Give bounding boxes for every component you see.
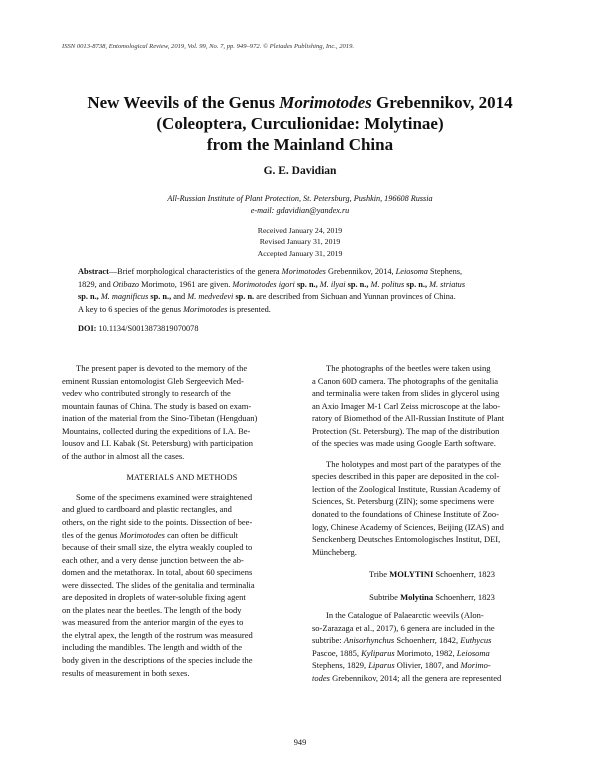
taxon-name: M. medvedevi [187,292,234,302]
date-accepted: Accepted January 31, 2019 [257,248,343,258]
tribe-heading [312,568,552,581]
text-line: The holotypes and most part of the paratypes of the [326,458,501,469]
abstract-line [78,266,530,279]
text: Subtribe [369,591,401,602]
email[interactable]: e-mail: gdavidian@yandex.ru [250,206,350,215]
text: can often be difficult [164,529,238,540]
text-line: Senckenberg Deutsches Entomologisches Institut, DEI, [312,534,501,545]
text: Pascoe, 1885, [312,647,362,658]
text-line: a Canon 60D camera. The photographs of the genitalia [312,375,499,386]
title-line-3: from the Mainland China [206,135,394,154]
text-line: of the species was made using Google Earth software. [312,438,496,449]
methods-paragraph [62,541,302,679]
text-line: the elytral apex, the length of the rostrum was measured [62,629,253,640]
text: Olivier, 1807, and [394,660,461,671]
text-line: eminent Russian entomologist Gleb Sergeevich Med- [62,375,244,386]
taxon-name: Leiosoma [456,647,490,658]
text-line: because of their small size, the elytra weakly coupled to [62,542,253,553]
text: subtribe: [312,635,344,646]
taxon-name: Morimotodes [281,267,326,276]
text-line: lection of the Zoological Institute, Russian Academy of [312,483,501,494]
journal-citation-line: ISSN 0013-8738, Entomological Review, 2019, Vol. 99, No. 7, pp. 949–972. © Pleiades Publishing, Inc., 2019. [62,43,355,50]
taxon-name: Morimotodes [119,529,165,540]
abstract-text: Grebennikov, 2014, [325,267,396,276]
taxon-name: Morimotodes igori [232,279,295,289]
text-line [312,634,552,647]
text-line [312,672,552,685]
text-line: of the author in almost all the cases. [62,450,185,461]
text-line [62,529,302,542]
text-line: mountain faunas of China. The study is based on exam- [62,400,252,411]
text-line: Some of the specimens examined were straightened [76,491,253,502]
taxon-name: Otibazo [112,279,140,289]
title-text: Grebennikov, 2014 [371,93,513,112]
text-line [312,659,552,672]
text-line: ratory of Biomethod of the All-Russian Institute of Plant [312,413,505,424]
text: Schoenherr, 1823 [433,569,496,580]
text-line: The photographs of the beetles were taken using [326,363,491,373]
tribe-name: MOLYTINI [389,569,434,580]
text-line: Mountains, collected during the expeditions of I.A. Be- [62,425,251,436]
text-line: In the Catalogue of Palaearctic weevils (Alon- [326,610,484,621]
text-line: are deposited in droplets of water-soluble fixing agent [62,592,246,603]
text: Grebennikov, 2014; all the genera are represented [329,673,502,684]
abstract-text: A key to 6 species of the genus [78,304,184,314]
date-revised: Revised January 31, 2019 [259,237,341,247]
taxon-name: M. politus [368,279,405,289]
text-line: logy, Chinese Academy of Sciences, Beijing (IZAS) and [312,521,504,532]
abstract-text: is presented. [227,304,271,314]
abstract-text: and [171,292,188,302]
sp-n: sp. n., [404,279,428,289]
abstract-text: —Brief morphological characteristics of the genera [108,267,282,276]
abstract-line [78,279,530,292]
taxon-name: M. striatus [427,279,466,289]
taxon-name: Kyliparus [361,647,395,658]
abstract-label: Abstract [78,267,109,276]
page-number: 949 [293,738,307,747]
abstract-line [78,291,530,304]
sp-n: sp. n., [148,292,172,302]
text-line: Sciences, St. Petersburg (ZIN); some specimens were [312,496,495,507]
title-line-2: (Coleoptera, Curculionidae: Molytinae) [156,114,444,133]
sp-n: sp. n., [294,279,318,289]
taxon-name: Morimotodes [183,304,228,314]
abstract-text: Morimoto, 1961 are given. [139,279,233,289]
text: Morimoto, 1982, [394,647,457,658]
taxon-name: Morimo- [460,660,491,671]
taxon-name: Liparus [368,660,395,671]
text-line: results of measurement in both sexes. [62,667,190,678]
text-line: lousov and I.I. Kabak (St. Petersburg) with participation [62,438,254,449]
text-line: an Axio Imager M-1 Carl Zeiss microscope at the labo- [312,400,501,411]
text: Stephens, 1829, [312,660,369,671]
doi [78,324,198,333]
author-name: G. E. Davidian [263,165,337,177]
text-line: Protection (St. Petersburg). The map of the distribution [312,425,500,436]
text-line: Müncheberg. [312,546,357,557]
text-line: domen and the metathorax. In total, about 60 specimens [62,567,253,578]
abstract-text: are described from Sichuan and Yunnan provinces of China. [254,292,456,302]
text-line: species described in this paper are deposited in the col- [312,471,500,482]
abstract-text: Stephens, [427,267,463,276]
right-column [312,362,552,685]
text-line: body given in the descriptions of the species include the [62,655,253,666]
text-line: were dissected. The slides of the genitalia and terminalia [62,579,255,590]
photo-paragraph [312,362,552,450]
subtribe-heading [312,591,552,604]
text-line: was measured from the anterior margin of the eyes to [62,617,244,628]
section-heading: MATERIALS AND METHODS [126,473,238,483]
text-line: others, on the right side to the points. Dissection of bee- [62,517,253,528]
title-line-1 [40,92,560,113]
taxon-name: Euthycus [460,635,492,646]
taxon-name: Anisorhynchus [343,635,395,646]
title-text: New Weevils of the Genus [87,93,280,112]
article-title [40,92,560,155]
subtribe-name: Molytina [400,591,434,602]
text-line: each other, and a very dense junction between the ab- [62,554,244,565]
text: Tribe [368,569,390,580]
text-line: ination of the material from the Sino-Tibetan (Hengduan) [62,413,258,424]
institution: All-Russian Institute of Plant Protection, St. Petersburg, Pushkin, 196608 Russia [167,194,433,203]
text-line: vedev who contributed strongly to research of the [62,388,231,399]
taxon-name: Leiosoma [395,267,428,276]
affiliation [0,193,600,217]
abstract-text: 1829, and [78,279,113,289]
sp-n: sp. n., [78,292,99,302]
date-received: Received January 24, 2019 [257,226,343,235]
text-line [312,647,552,660]
text: Schoenherr, 1842, [394,635,461,646]
taxon-name: M. ilyai [317,279,346,289]
text-line: and glued to cardboard and plastic rectangles, and [62,504,232,515]
sp-n: sp. n., [345,279,369,289]
text-line: including the mandibles. The length and width of the [62,642,242,653]
left-column [62,362,302,679]
taxon-name: M. magnificus [98,292,149,302]
genus-name: Morimotodes [279,93,372,112]
doi-label: DOI: [78,324,97,333]
text-line: on the plates near the beetles. The length of the body [62,604,242,615]
abstract [78,266,530,316]
doi-value[interactable]: 10.1134/S0013873819070078 [96,324,199,333]
article-dates [0,225,600,259]
text-line: donated to the foundations of Chinese Institute of Zoo- [312,509,499,520]
abstract-line [78,304,530,317]
deposit-paragraph [312,458,552,558]
sp-n: sp. n. [233,292,255,302]
text: tles of the genus [62,529,120,540]
text-line: so-Zarazaga et al., 2017), 6 genera are included in the [312,622,495,633]
text-line: and terminalia were taken from slides in glycerol using [312,388,500,399]
intro-paragraph [62,362,302,462]
text: Schoenherr, 1823 [433,591,495,602]
taxon-name: todes [312,673,330,684]
text-line: The present paper is devoted to the memory of the [76,363,248,373]
